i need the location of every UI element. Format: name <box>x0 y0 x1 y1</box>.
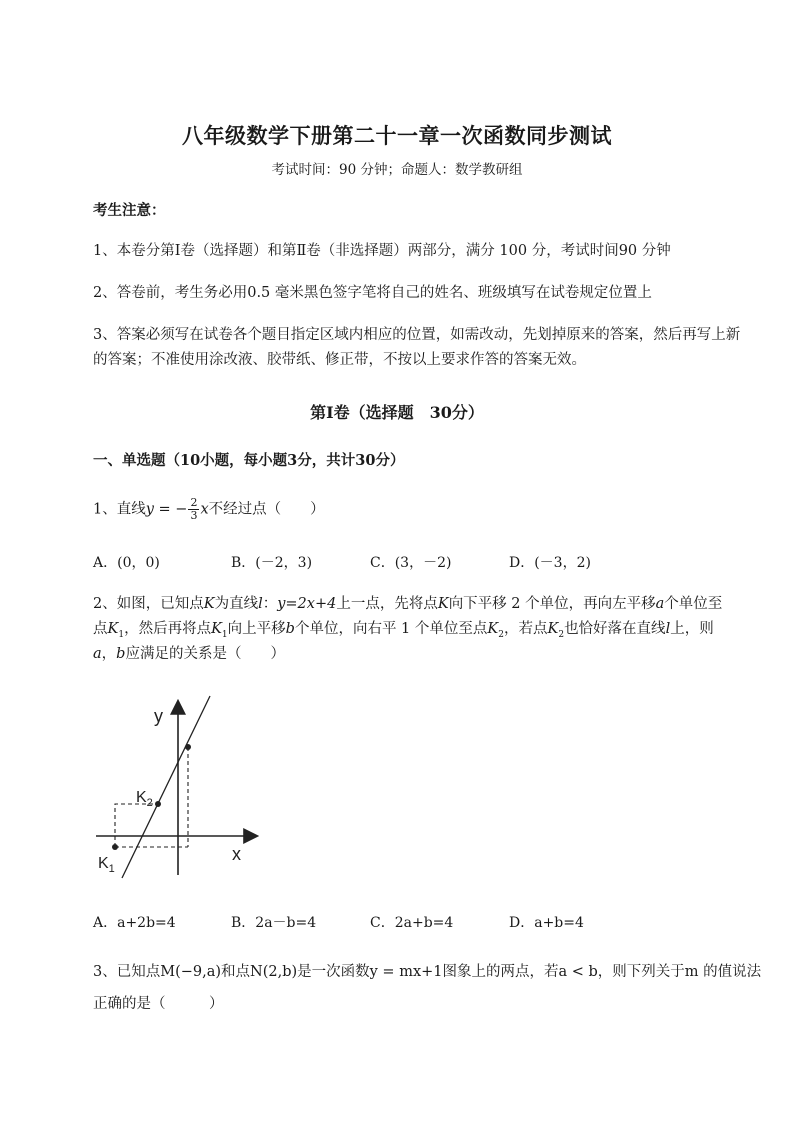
q2-text: 个单位至 <box>664 596 723 612</box>
q2-equation: y=2x+4 <box>277 596 337 612</box>
q1-option-b: B．(－2，3) <box>231 555 313 571</box>
k1-dashed-guide <box>115 804 158 847</box>
q1-option-a: A．(0，0) <box>93 555 160 571</box>
x-axis-label: x <box>232 844 241 864</box>
q1-fraction <box>188 497 199 522</box>
q2-var-k1: K <box>211 621 222 637</box>
line-l <box>122 696 210 878</box>
point-k2 <box>155 801 161 807</box>
q2-var-k: K <box>437 596 449 612</box>
q1-suffix: 不经过点（ ） <box>208 501 325 518</box>
coordinate-graph <box>88 690 268 890</box>
question-1 <box>93 497 325 522</box>
q2-text: 2、如图，已知点 <box>93 596 204 612</box>
q2-sub: 1 <box>221 629 228 640</box>
q2-var-l: l <box>665 621 671 637</box>
q2-var-a: a <box>93 646 102 662</box>
q2-var-k: K <box>203 596 215 612</box>
q2-line-2 <box>93 618 714 646</box>
y-axis-label: y <box>154 706 163 726</box>
point-k <box>185 744 191 750</box>
q2-text: 为直线 <box>214 596 259 612</box>
q2-text: ， <box>101 646 117 662</box>
q2-sub: 2 <box>498 629 504 640</box>
q1-option-c: C．(3，－2) <box>370 555 452 571</box>
q1-frac-den: 3 <box>190 509 198 522</box>
q2-text: 也恰好落在直线 <box>564 621 666 637</box>
q2-option-d: D．a+b=4 <box>509 915 584 931</box>
q2-option-c: C．2a+b=4 <box>370 915 454 931</box>
q2-sub: 2 <box>558 629 565 640</box>
q2-text: 上，则 <box>670 621 714 637</box>
exam-info: 考试时间：90 分钟；命题人：数学教研组 <box>271 162 523 178</box>
q2-var-k1: K <box>107 621 119 637</box>
q1-option-d: D．(－3，2) <box>509 555 591 571</box>
page-title: 八年级数学下册第二十一章一次函数同步测试 <box>182 123 612 148</box>
q2-var-a: a <box>655 596 665 612</box>
point-k1 <box>112 844 118 850</box>
q2-text: ，然后再将点 <box>124 621 212 637</box>
q2-figure <box>88 690 268 894</box>
q1-var: x <box>200 501 209 518</box>
q2-option-a: A．a+2b=4 <box>93 915 176 931</box>
q2-var-b: b <box>116 646 126 662</box>
k2-label: $K_2$ <box>136 789 153 809</box>
q2-var-k2: K <box>487 621 499 637</box>
notice-item-2: 2、答卷前，考生务必用0.5 毫米黑色签字笔将自己的姓名、班级填写在试卷规定位置上 <box>93 285 652 301</box>
notice-item-3: 3、答案必须写在试卷各个题目指定区域内相应的位置，如需改动，先划掉原来的答案，然后再写上新 <box>93 327 741 343</box>
q1-prefix: 1、直线 <box>93 501 146 518</box>
q2-text: ： <box>262 596 278 612</box>
section-title: 第Ⅰ卷（选择题 30分） <box>310 403 484 422</box>
q2-var-k2: K <box>547 621 559 637</box>
q2-text: 向下平移 2 个单位，再向左平移 <box>448 596 656 612</box>
q2-text: 应满足的关系是（ ） <box>125 646 285 662</box>
q2-text: 上一点，先将点 <box>336 596 438 612</box>
k1-label: $K_1$ <box>98 855 115 875</box>
part-heading: 一、单选题（10小题，每小题3分，共计30分） <box>93 452 405 469</box>
q1-eq-lhs: y = − <box>145 501 188 518</box>
q3-line-1: 3、已知点M(−9,a)和点N(2,b)是一次函数y = mx+1图象上的两点，若a < b，则下列关于m 的值说法 <box>93 964 762 980</box>
q2-text: 向上平移 <box>227 621 286 637</box>
q1-frac-num: 2 <box>190 496 198 509</box>
q2-text: 点 <box>93 621 108 637</box>
q2-text: ，若点 <box>503 621 548 637</box>
q2-var-b: b <box>285 621 295 637</box>
notice-item-1: 1、本卷分第Ⅰ卷（选择题）和第Ⅱ卷（非选择题）两部分，满分 100 分，考试时间90 分钟 <box>93 243 671 259</box>
notice-heading: 考生注意： <box>93 202 166 219</box>
q2-sub: 1 <box>118 629 125 640</box>
q2-text: 个单位，向右平 1 个单位至点 <box>294 621 488 637</box>
q3-line-2: 正确的是（ ） <box>93 996 224 1012</box>
notice-item-3-cont: 的答案；不准使用涂改液、胶带纸、修正带，不按以上要求作答的答案无效。 <box>93 352 586 368</box>
q2-line-1 <box>93 593 722 615</box>
q2-option-b: B．2a－b=4 <box>231 915 317 931</box>
q2-line-3 <box>93 643 285 665</box>
q2-var-l: l <box>258 596 263 612</box>
